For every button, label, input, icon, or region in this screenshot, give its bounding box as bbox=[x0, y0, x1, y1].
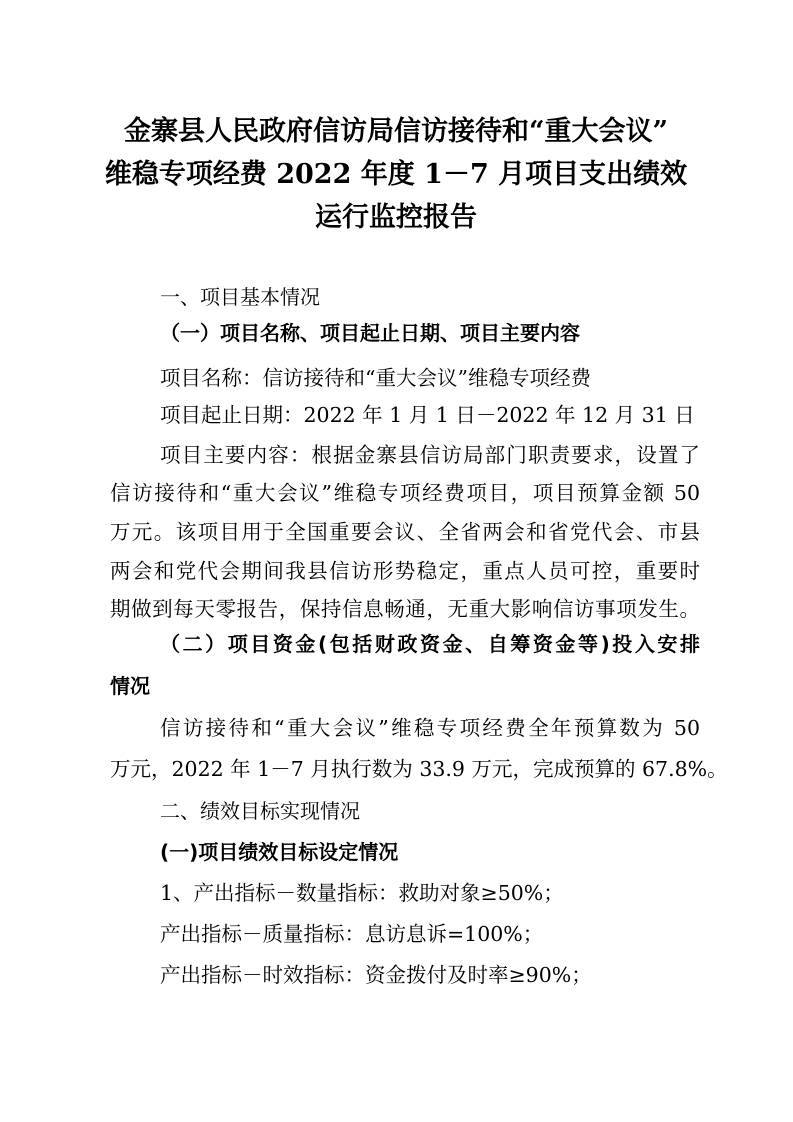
budget-line-1: 信访接待和“重大会议”维稳专项经费全年预算数为 50 bbox=[160, 716, 700, 740]
project-content-line-5: 期做到每天零报告，保持信息畅通，无重大影响信访事项发生。 bbox=[110, 597, 700, 621]
section-1-1-heading: （一）项目名称、项目起止日期、项目主要内容 bbox=[160, 321, 580, 345]
project-content-line-1: 项目主要内容：根据金寨县信访局部门职责要求，设置了 bbox=[160, 443, 700, 467]
section-2-heading: 二、绩效目标实现情况 bbox=[160, 799, 360, 823]
project-content-line-4: 两会和党代会期间我县信访形势稳定，重点人员可控，重要时 bbox=[110, 559, 700, 583]
indicator-quality: 产出指标－质量指标：息访息诉=100%； bbox=[160, 922, 544, 946]
project-content-line-3: 万元。该项目用于全国重要会议、全省两会和省党代会、市县 bbox=[110, 520, 700, 544]
indicator-timeliness: 产出指标－时效指标：资金拨付及时率≥90%； bbox=[160, 963, 592, 987]
section-1-heading: 一、项目基本情况 bbox=[160, 285, 320, 309]
project-name-line: 项目名称：信访接待和“重大会议”维稳专项经费 bbox=[160, 366, 591, 390]
section-1-2-heading-line-1: （二）项目资金(包括财政资金、自筹资金等)投入安排 bbox=[160, 632, 700, 656]
indicator-quantity: 1、产出指标－数量指标：救助对象≥50%； bbox=[160, 881, 564, 905]
title-line-2: 维稳专项经费 2022 年度 1－7 月项目支出绩效 bbox=[104, 159, 688, 190]
title-line-3: 运行监控报告 bbox=[315, 202, 477, 233]
section-2-1-heading: (一)项目绩效目标设定情况 bbox=[160, 840, 399, 864]
budget-line-2: 万元，2022 年 1－7 月执行数为 33.9 万元，完成预算的 67.8%。 bbox=[110, 757, 728, 781]
document-title bbox=[96, 110, 696, 239]
project-content-line-2: 信访接待和“重大会议”维稳专项经费项目，项目预算金额 50 bbox=[110, 481, 700, 505]
title-line-1: 金寨县人民政府信访局信访接待和“重大会议” bbox=[123, 116, 669, 147]
project-dates-line: 项目起止日期：2022 年 1 月 1 日－2022 年 12 月 31 日 bbox=[160, 403, 695, 427]
section-1-2-heading-line-2: 情况 bbox=[110, 674, 150, 698]
